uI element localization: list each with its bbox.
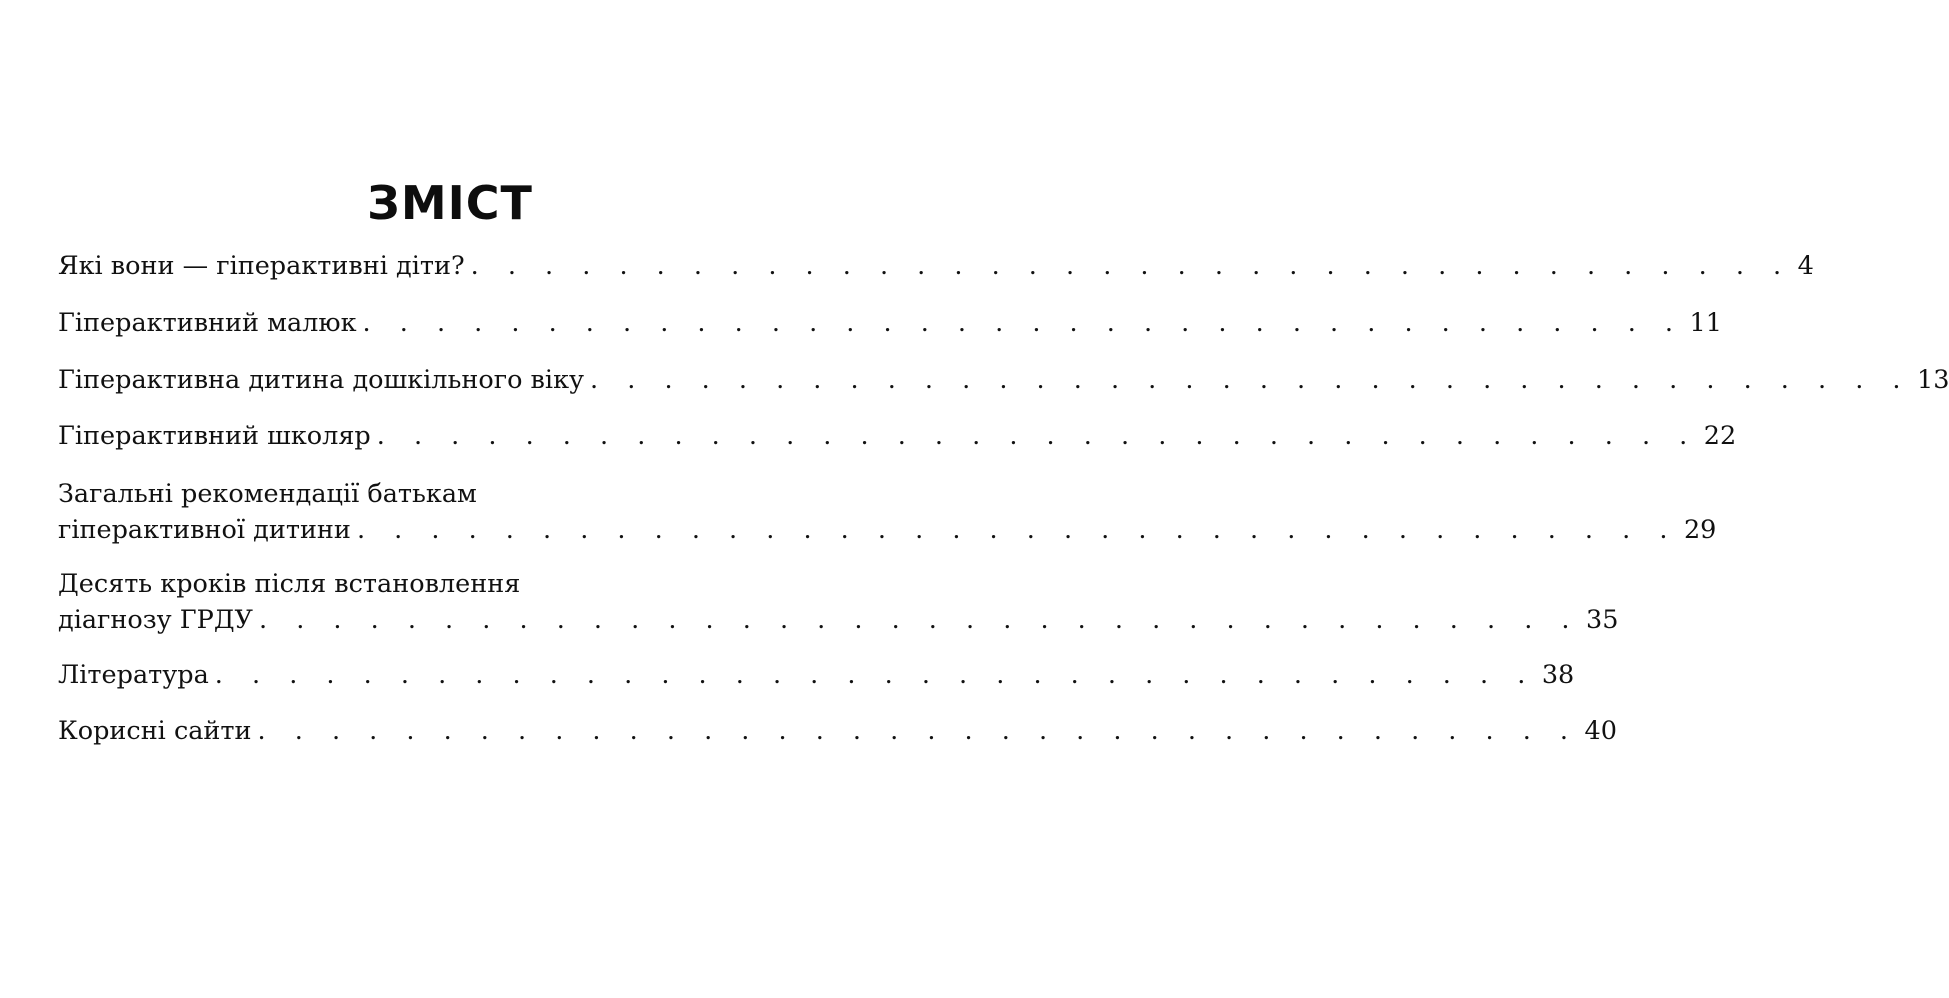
dot-leader: . . . . . . . . . . . . . . . . . . . . . . . . . . . . . . . . . . . . <box>214 660 1536 690</box>
toc-entry-page: 13 <box>1917 365 1949 395</box>
dot-leader: . . . . . . . . . . . . . . . . . . . . . . . . . . . . . . . . . . . . <box>362 308 1684 338</box>
page-title: ЗМІСТ <box>367 176 533 230</box>
toc-entry-page: 35 <box>1586 605 1619 635</box>
toc-entry <box>58 713 1617 749</box>
toc-entry-label: Гіперактивний малюк <box>58 308 357 338</box>
toc-entry-page: 11 <box>1689 308 1722 338</box>
toc-entry-page: 29 <box>1683 515 1717 545</box>
toc-entry <box>58 248 1814 284</box>
toc-entry-label: Гіперактивний школяр <box>58 421 371 451</box>
toc-entry-label: Корисні сайти <box>58 716 252 746</box>
toc-entry-label: Література <box>58 660 209 690</box>
toc-entry <box>58 476 1717 548</box>
toc-entry-page: 4 <box>1797 251 1814 281</box>
toc-entry-label: гіперактивної дитини <box>58 515 351 545</box>
toc-entry <box>58 305 1722 341</box>
toc-entry-label: Які вони — гіперактивні діти? <box>58 251 465 281</box>
toc-entry-page: 38 <box>1541 660 1575 690</box>
toc-entry-page: 40 <box>1584 716 1617 746</box>
dot-leader: . . . . . . . . . . . . . . . . . . . . . . . . . . . . . . . . . . . . <box>356 515 1678 545</box>
toc-entry-label: Гіперактивна дитина дошкільного віку <box>58 365 585 395</box>
toc-entry <box>58 657 1575 693</box>
toc-entry-label-line1: Загальні рекомендації батькам <box>58 479 477 509</box>
dot-leader: . . . . . . . . . . . . . . . . . . . . . . . . . . . . . . . . . . . . <box>470 251 1792 281</box>
toc-entry <box>58 418 1737 454</box>
toc-entry <box>58 362 1949 398</box>
toc-entry-label: діагнозу ГРДУ <box>58 605 253 635</box>
dot-leader: . . . . . . . . . . . . . . . . . . . . . . . . . . . . . . . . . . . . <box>376 421 1698 451</box>
toc-entry <box>58 566 1619 638</box>
dot-leader: . . . . . . . . . . . . . . . . . . . . . . . . . . . . . . . . . . . . <box>259 605 1581 635</box>
dot-leader: . . . . . . . . . . . . . . . . . . . . . . . . . . . . . . . . . . . . <box>257 716 1579 746</box>
toc-entry-page: 22 <box>1703 421 1737 451</box>
dot-leader: . . . . . . . . . . . . . . . . . . . . . . . . . . . . . . . . . . . . <box>590 365 1912 395</box>
toc-entry-label-line1: Десять кроків після встановлення <box>58 569 521 599</box>
